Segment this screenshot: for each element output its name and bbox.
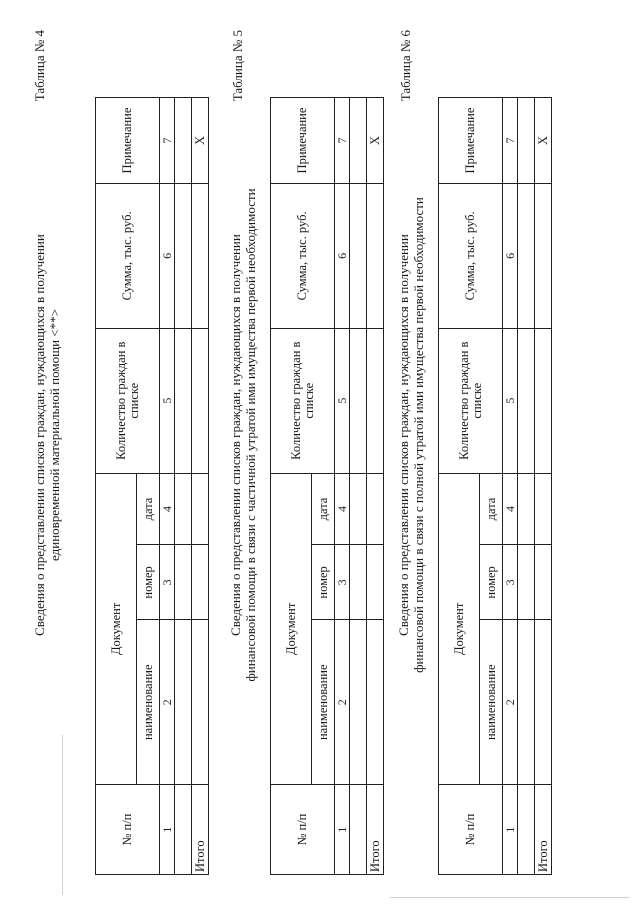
table-label: Таблица № 6 <box>398 30 413 102</box>
table-block-6 <box>396 0 566 905</box>
col-header-doc-number: номер <box>480 545 503 620</box>
table-title: Сведения о представлении списков граждан, нуждающихся в получении финансовой помощи в связи с полной утратой ими имущества первой необходимости <box>396 197 426 673</box>
total-label: Итого <box>535 785 552 875</box>
col-header-sum: Сумма, тыс. руб. <box>96 184 160 329</box>
table-row <box>175 98 192 875</box>
table-row <box>350 98 367 875</box>
col-header-doc-name: наименование <box>137 620 160 785</box>
col-number: 3 <box>503 545 518 620</box>
col-number: 7 <box>503 98 518 184</box>
col-number: 6 <box>160 184 175 329</box>
col-header-doc-number: номер <box>137 545 160 620</box>
col-number: 1 <box>503 785 518 875</box>
col-number: 2 <box>503 620 518 785</box>
col-header-doc-date: дата <box>137 473 160 545</box>
col-number: 3 <box>160 545 175 620</box>
col-header-doc-number: номер <box>312 545 335 620</box>
total-row <box>535 98 552 875</box>
table-title: Сведения о представлении списков граждан, нуждающихся в получении единовременной материальной помощи <**> <box>32 234 62 636</box>
col-number: 7 <box>335 98 350 184</box>
total-note: X <box>192 98 209 184</box>
col-number: 4 <box>160 473 175 545</box>
header-row <box>439 98 480 875</box>
table-row <box>518 98 535 875</box>
total-note: X <box>535 98 552 184</box>
data-table <box>438 97 552 875</box>
table-title: Сведения о представлении списков граждан, нуждающихся в получении финансовой помощи в связи с частичной утратой ими имущества первой необходимости <box>228 188 258 682</box>
column-numbers-row <box>160 98 175 875</box>
total-note: X <box>367 98 384 184</box>
header-row <box>96 98 137 875</box>
col-header-doc-date: дата <box>312 473 335 545</box>
data-table <box>270 97 384 875</box>
col-header-note: Примечание <box>96 98 160 184</box>
table-block-5 <box>228 0 398 905</box>
col-number: 2 <box>335 620 350 785</box>
col-header-doc-date: дата <box>480 473 503 545</box>
col-header-sum: Сумма, тыс. руб. <box>439 184 503 329</box>
table-label: Таблица № 4 <box>32 30 47 102</box>
col-number: 6 <box>503 184 518 329</box>
col-header-num: № п/п <box>271 785 335 875</box>
col-header-doc-name: наименование <box>480 620 503 785</box>
col-header-count: Количество граждан в списке <box>271 328 335 473</box>
col-number: 5 <box>335 328 350 473</box>
column-numbers-row <box>503 98 518 875</box>
col-number: 1 <box>335 785 350 875</box>
header-row <box>271 98 312 875</box>
col-number: 4 <box>503 473 518 545</box>
col-number: 6 <box>335 184 350 329</box>
total-row <box>192 98 209 875</box>
table-label: Таблица № 5 <box>230 30 245 102</box>
total-label: Итого <box>367 785 384 875</box>
col-header-document: Документ <box>439 473 480 785</box>
col-header-note: Примечание <box>439 98 503 184</box>
col-header-document: Документ <box>271 473 312 785</box>
col-number: 3 <box>335 545 350 620</box>
col-header-num: № п/п <box>439 785 503 875</box>
col-header-note: Примечание <box>271 98 335 184</box>
column-numbers-row <box>335 98 350 875</box>
data-table <box>95 97 209 875</box>
col-number: 1 <box>160 785 175 875</box>
total-row <box>367 98 384 875</box>
total-label: Итого <box>192 785 209 875</box>
col-header-doc-name: наименование <box>312 620 335 785</box>
col-header-count: Количество граждан в списке <box>439 328 503 473</box>
col-header-sum: Сумма, тыс. руб. <box>271 184 335 329</box>
table-block-4 <box>30 0 207 905</box>
col-number: 7 <box>160 98 175 184</box>
col-header-count: Количество граждан в списке <box>96 328 160 473</box>
col-header-num: № п/п <box>96 785 160 875</box>
col-number: 4 <box>335 473 350 545</box>
col-number: 2 <box>160 620 175 785</box>
col-header-document: Документ <box>96 473 137 785</box>
col-number: 5 <box>503 328 518 473</box>
col-number: 5 <box>160 328 175 473</box>
